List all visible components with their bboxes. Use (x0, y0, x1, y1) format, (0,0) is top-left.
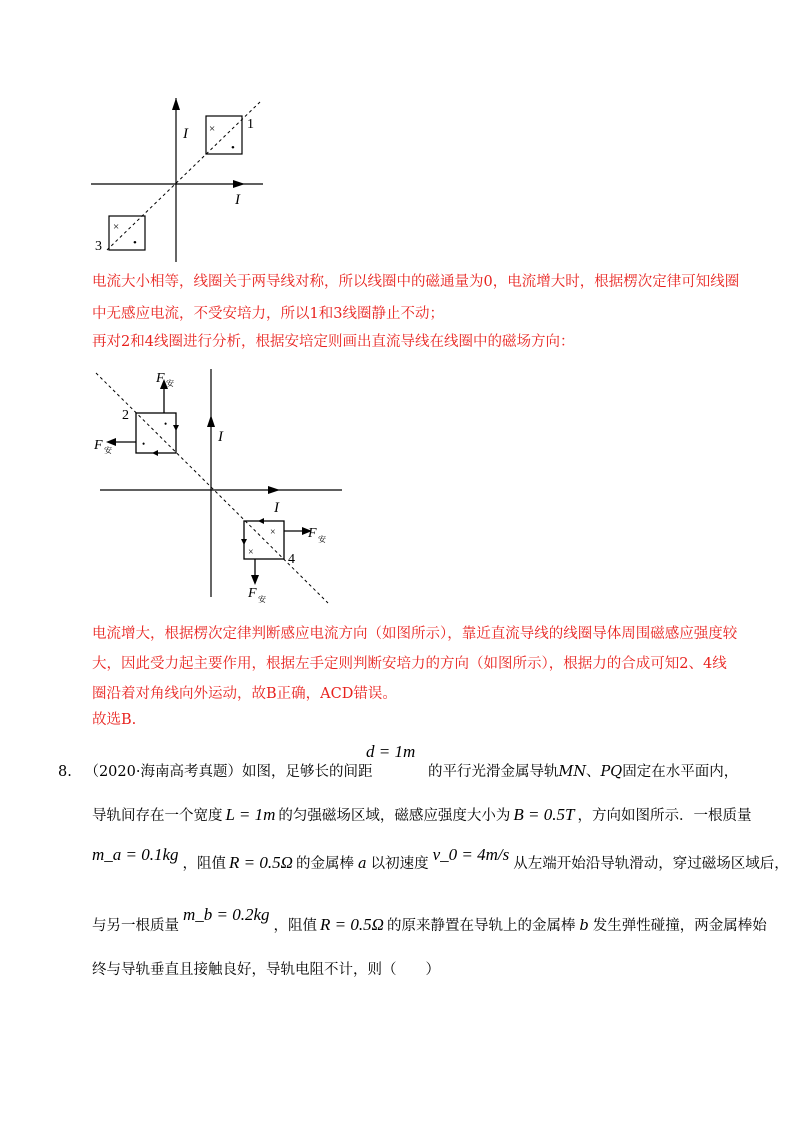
question-8-line-5: 终与导轨垂直且接触良好，导轨电阻不计，则（ ） (92, 962, 440, 978)
answer-line: 故选B. (92, 712, 137, 728)
text-span: 导轨间存在一个宽度 (92, 808, 223, 824)
bar-a: a (357, 856, 367, 872)
force-subscript: 安 (166, 379, 174, 388)
axis-y-label: I (183, 126, 188, 142)
current-arrow-icon (241, 539, 247, 545)
figure-coils-2-4 (88, 365, 358, 610)
text-span: 的金属棒 (295, 856, 354, 872)
explanation-paragraph-1 (92, 272, 739, 352)
math-B: B = 0.5T (513, 805, 575, 824)
coil-3-cross: × (113, 221, 120, 233)
coil-1-label: 1 (247, 117, 254, 132)
force-label: F (156, 371, 165, 386)
force-label: F (94, 438, 103, 453)
coil-1-dot: • (231, 142, 235, 154)
question-8-line-4 (92, 905, 767, 935)
text-span: ，方向如图所示．一根质量 (577, 808, 752, 824)
force-label: F (308, 526, 317, 541)
text-span: 与另一根质量 (92, 918, 179, 934)
current-arrow-icon (152, 450, 158, 456)
coil-4-cross: × (270, 527, 276, 538)
coil-1-cross: × (209, 123, 216, 135)
rail-mn: MN (558, 764, 587, 780)
question-8-line-2 (92, 804, 751, 825)
math-mb: m_b = 0.2kg (183, 905, 270, 924)
arrow-up-icon (172, 98, 180, 110)
arrow-right-icon (233, 180, 245, 188)
coil-3-dot: • (133, 237, 137, 249)
text-line: 电流增大，根据楞次定律判断感应电流方向（如图所示），靠近直流导线的线圈导体周围磁感应强度较 (92, 626, 738, 642)
text-span: 以初速度 (370, 856, 429, 872)
explanation-paragraph-2 (92, 624, 737, 730)
question-source: （2020·海南高考真题） (84, 764, 242, 780)
math-L: L = 1m (225, 805, 276, 824)
text-span: ，阻值 (182, 856, 227, 872)
figure-coils-1-3 (85, 90, 285, 270)
text-line: 中无感应电流，不受安培力，所以1和3线圈静止不动； (92, 306, 444, 322)
coil-2-label: 2 (122, 408, 129, 423)
text-line: 电流大小相等，线圈关于两导线对称，所以线圈中的磁通量为0，电流增大时，根据楞次定律可知线圈 (92, 274, 740, 290)
text-span: 发生弹性碰撞，两金属棒始 (592, 918, 767, 934)
force-subscript: 安 (318, 535, 326, 544)
math-ma: m_a = 0.1kg (92, 845, 179, 864)
text-line: 再对2和4线圈进行分析，根据安培定则画出直流导线在线圈中的磁场方向： (92, 334, 575, 350)
text-span: 的匀强磁场区域，磁感应强度大小为 (278, 808, 511, 824)
arrow-left-icon (106, 438, 116, 446)
force-subscript: 安 (104, 446, 112, 455)
text-span: 从左端开始沿导轨滑动，穿过磁场区域后， (513, 856, 789, 872)
coil-1 (206, 116, 242, 154)
diagonal-dashed-line (107, 102, 260, 250)
coil-3-label: 3 (95, 239, 102, 254)
question-8-line-1-cont (428, 760, 738, 781)
arrow-down-icon (251, 575, 259, 585)
text-span: 的平行光滑金属导轨 (428, 764, 559, 780)
arrow-up-icon (207, 415, 215, 427)
text-span: 、 (586, 764, 601, 780)
arrow-right-icon (268, 486, 280, 494)
math-Ra: R = 0.5Ω (229, 853, 293, 872)
force-subscript: 安 (258, 595, 266, 604)
math-Rb: R = 0.5Ω (320, 915, 384, 934)
math-d: d = 1m (366, 742, 416, 761)
current-arrow-icon (258, 518, 264, 524)
bar-b: b (579, 918, 589, 934)
axis-x-label: I (235, 192, 240, 208)
axis-y-label: I (218, 429, 223, 445)
coil-4-cross: × (248, 547, 254, 558)
coil-4-label: 4 (288, 552, 295, 567)
math-v0: v_0 = 4m/s (432, 845, 510, 864)
diagonal-dashed-line (96, 373, 328, 603)
force-label: F (248, 586, 257, 601)
current-arrow-icon (173, 425, 179, 431)
coil-2-dot: • (142, 439, 146, 449)
rail-pq: PQ (600, 764, 623, 780)
axis-x-label: I (274, 500, 279, 516)
text-span: 如图，足够长的间距 (241, 764, 373, 780)
text-span: ，阻值 (273, 918, 318, 934)
text-span: 的原来静置在导轨上的金属棒 (386, 918, 576, 934)
text-span: 固定在水平面内， (622, 764, 739, 780)
coil-2-dot: • (164, 419, 168, 429)
text-line: 圈沿着对角线向外运动，故B正确，ACD错误。 (92, 686, 397, 702)
question-8-line-3 (92, 845, 789, 873)
text-line: 大，因此受力起主要作用，根据左手定则判断安培力的方向（如图所示），根据力的合成可知2、4线 (92, 656, 727, 672)
question-number: 8. (58, 764, 72, 780)
question-8-line-1 (58, 760, 372, 781)
